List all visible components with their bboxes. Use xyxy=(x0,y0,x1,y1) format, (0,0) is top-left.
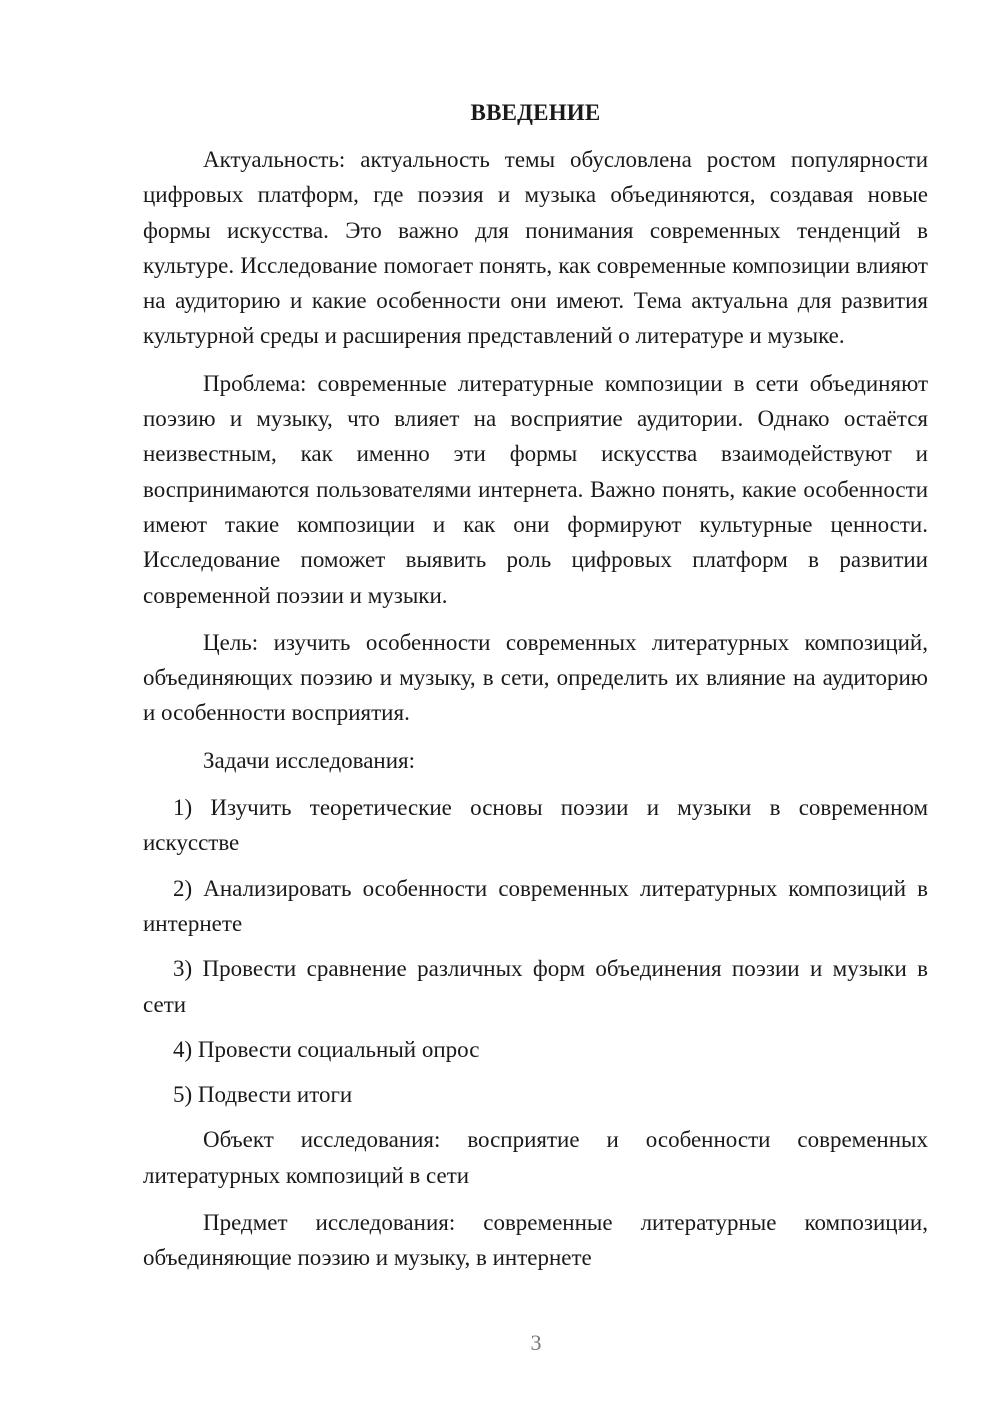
goal-paragraph: Цель: изучить особенности современных литературных композиций, объединяющих поэзию и музыку, в сети, определить их влияние на аудиторию и особенности восприятия. xyxy=(143,629,928,726)
page-title: ВВЕДЕНИЕ xyxy=(470,100,601,125)
subject-paragraph: Предмет исследования: современные литературные композиции, объединяющие поэзию и музыку, в интернете xyxy=(143,1210,928,1271)
page-number: 3 xyxy=(530,1330,542,1355)
task-item-1: 1) Изучить теоретические основы поэзии и музыки в современном искусстве xyxy=(143,795,928,856)
task-item-3: 3) Провести сравнение различных форм объединения поэзии и музыки в сети xyxy=(143,956,928,1017)
tasks-heading: Задачи исследования: xyxy=(203,747,416,773)
relevance-paragraph: Актуальность: актуальность темы обусловлена ростом популярности цифровых платформ, где поэзия и музыка объединяются, создавая новые формы искусства. Это важно для понимания современных тенденций в культуре. Исследование помогает понять, как современные композиции влияют на аудиторию и какие особенности они имеют. Тема актуальна для развития культурной среды и расширения представлений о литературе и музыке. xyxy=(143,147,928,349)
task-item-2: 2) Анализировать особенности современных литературных композиций в интернете xyxy=(143,875,928,936)
task-item-4: 4) Провести социальный опрос xyxy=(173,1036,480,1062)
document-page xyxy=(143,95,928,1276)
problem-paragraph: Проблема: современные литературные композиции в сети объединяют поэзию и музыку, что влияет на восприятие аудитории. Однако остаётся неизвестным, как именно эти формы искусства взаимодействуют и воспринимаются пользователями интернета. Важно понять, какие особенности имеют такие композиции и как они формируют культурные ценности. Исследование поможет выявить роль цифровых платформ в развитии современной поэзии и музыки. xyxy=(143,370,928,608)
object-paragraph: Объект исследования: восприятие и особенности современных литературных композиций в сети xyxy=(143,1127,928,1188)
task-item-5: 5) Подвести итоги xyxy=(173,1082,353,1108)
tasks-list xyxy=(143,790,928,1112)
